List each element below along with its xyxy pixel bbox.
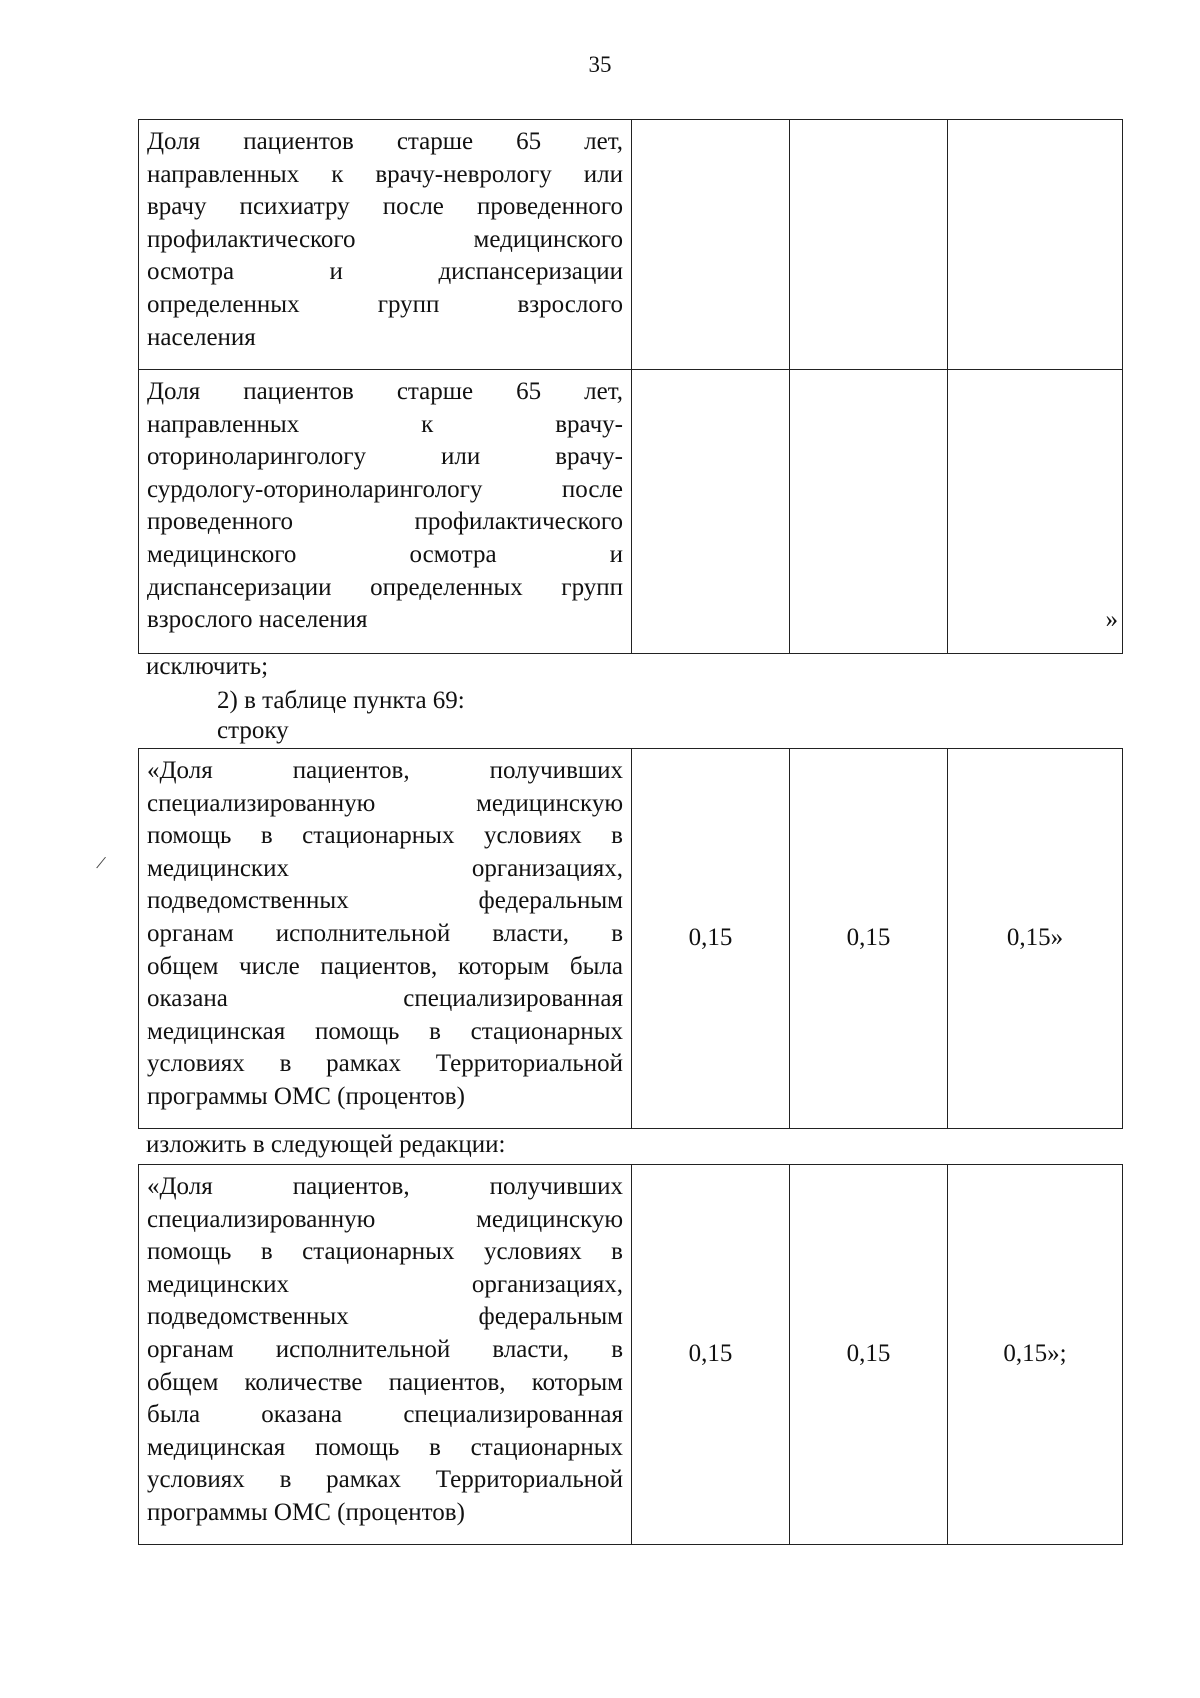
text-line: профилактического медицинского [147, 225, 623, 253]
restate-text: изложить в следующей редакции: [146, 1131, 506, 1158]
text-line: населения [147, 323, 256, 351]
text-line: общем числе пациентов, которым была [147, 952, 623, 980]
text-line: медицинского осмотра и [147, 540, 623, 568]
new-row-table [138, 1164, 1123, 1545]
text-line: условиях в рамках Территориальной [147, 1466, 623, 1494]
text-line: Доля пациентов старше 65 лет, [147, 128, 623, 155]
text-line: медицинских организациях, [147, 854, 623, 882]
value-cell-3: 0,15» [948, 749, 1123, 1129]
text-line: медицинских организациях, [147, 1270, 623, 1298]
text-line: подведомственных федеральным [147, 887, 623, 915]
table-row [139, 1165, 1123, 1545]
old-row-table [138, 748, 1123, 1129]
value-cell [790, 120, 948, 370]
text-line: взрослого населения [147, 606, 368, 634]
text-line: «Доля пациентов, получивших [147, 1173, 623, 1200]
text-line: подведомственных федеральным [147, 1303, 623, 1331]
text-line: сурдологу-оториноларингологу после [147, 475, 623, 503]
value-cell-1: 0,15 [632, 749, 790, 1129]
value-cell-3: 0,15»; [948, 1165, 1123, 1545]
indicator-name-cell [139, 370, 632, 654]
text-line: программы ОМС (процентов) [147, 1498, 465, 1526]
value-cell-2: 0,15 [790, 1165, 948, 1545]
indicator-name-cell [139, 749, 632, 1129]
value-cell [632, 120, 790, 370]
stray-mark: / [94, 851, 108, 875]
closing-quote-cell [948, 370, 1123, 654]
text-line: условиях в рамках Территориальной [147, 1050, 623, 1078]
text-line: диспансеризации определенных групп [147, 573, 623, 601]
table-row [139, 370, 1123, 654]
text-line: органам исполнительной власти, в [147, 919, 623, 947]
text-line: общем количестве пациентов, которым [147, 1368, 623, 1396]
text-line: оториноларингологу или врачу- [147, 443, 623, 471]
indicator-name-cell [139, 1165, 632, 1545]
text-line: специализированную медицинскую [147, 789, 623, 817]
table-row [139, 120, 1123, 370]
value-cell [632, 370, 790, 654]
text-line: направленных к врачу- [147, 410, 623, 438]
text-line: определенных групп взрослого [147, 290, 623, 318]
item-2-text: 2) в таблице пункта 69: [217, 687, 465, 714]
text-line: медицинская помощь в стационарных [147, 1433, 623, 1461]
text-line: «Доля пациентов, получивших [147, 757, 623, 784]
text-line: была оказана специализированная [147, 1401, 623, 1429]
text-line: врачу психиатру после проведенного [147, 193, 623, 221]
exclude-text: исключить; [146, 653, 269, 680]
indicators-table-top [138, 119, 1123, 654]
text-line: программы ОМС (процентов) [147, 1082, 465, 1110]
table-row [139, 749, 1123, 1129]
text-line: помощь в стационарных условиях в [147, 822, 623, 850]
text-line: осмотра и диспансеризации [147, 258, 623, 286]
value-cell-2: 0,15 [790, 749, 948, 1129]
row-word-text: строку [217, 717, 289, 744]
value-cell-1: 0,15 [632, 1165, 790, 1545]
value-cell [948, 120, 1123, 370]
text-line: Доля пациентов старше 65 лет, [147, 378, 623, 405]
text-line: проведенного профилактического [147, 508, 623, 536]
text-line: специализированную медицинскую [147, 1205, 623, 1233]
value-cell [790, 370, 948, 654]
indicator-name-cell [139, 120, 632, 370]
text-line: медицинская помощь в стационарных [147, 1017, 623, 1045]
page-number: 35 [588, 52, 612, 77]
text-line: органам исполнительной власти, в [147, 1335, 623, 1363]
closing-quote: » [1105, 606, 1118, 634]
text-line: помощь в стационарных условиях в [147, 1238, 623, 1266]
text-line: направленных к врачу-неврологу или [147, 160, 623, 188]
text-line: оказана специализированная [147, 985, 623, 1013]
